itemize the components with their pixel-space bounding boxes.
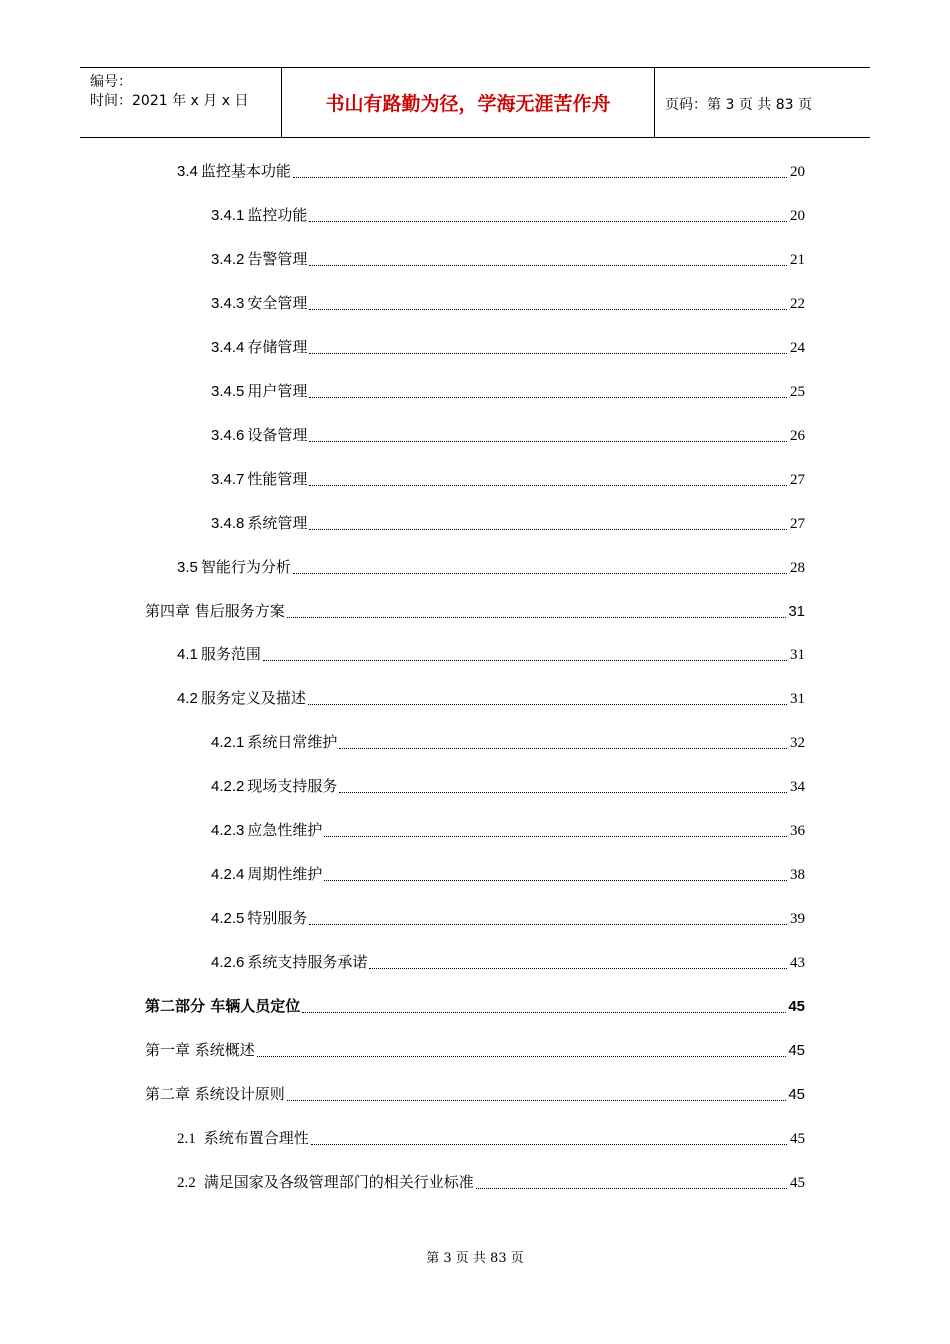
toc-entry-title: 服务范围 <box>200 645 261 664</box>
toc-entry-number: 4.2.5 <box>211 910 245 928</box>
toc-dot-leader <box>309 484 787 486</box>
toc-entry-number: 3.4.3 <box>211 294 245 312</box>
toc-entry[interactable] <box>211 907 805 929</box>
toc-entry[interactable] <box>211 204 805 226</box>
toc-dot-leader <box>302 1011 786 1013</box>
toc-entry-page: 22 <box>790 295 805 312</box>
toc-entry-number: 2.1 <box>177 1130 196 1147</box>
toc-entry-title: 满足国家及各级管理部门的相关行业标准 <box>203 1172 474 1191</box>
toc-entry-page: 20 <box>790 164 805 180</box>
toc-entry[interactable] <box>211 248 805 270</box>
toc-entry-page: 21 <box>790 251 805 268</box>
toc-entry-title: 用户管理 <box>247 381 308 400</box>
toc-entry-title: 监控功能 <box>247 205 308 224</box>
toc-dot-leader <box>309 220 787 222</box>
toc-entry[interactable] <box>177 687 805 709</box>
toc-dot-leader <box>309 264 787 266</box>
toc-entry-page: 24 <box>790 339 805 356</box>
toc-entry[interactable] <box>177 556 805 578</box>
toc-dot-leader <box>339 747 787 749</box>
toc-entry-title: 性能管理 <box>247 469 308 488</box>
toc-dot-leader <box>257 1055 787 1057</box>
toc-entry-number: 3.4.6 <box>211 426 245 444</box>
header-page-cell <box>655 68 870 137</box>
toc-entry-title: 现场支持服务 <box>247 777 338 796</box>
toc-entry-page: 31 <box>790 691 805 708</box>
time-label: 时间：2021 年 x 月 x 日 <box>90 93 249 109</box>
toc-dot-leader <box>324 835 787 837</box>
toc-entry-number: 4.2.4 <box>211 866 245 884</box>
number-label: 编号： <box>90 74 132 90</box>
toc-dot-leader <box>309 440 787 442</box>
toc-dot-leader <box>287 1099 787 1101</box>
toc-entry-title: 服务定义及描述 <box>200 689 306 708</box>
toc-entry[interactable] <box>211 380 805 402</box>
toc-entry-title: 系统日常维护 <box>247 733 338 752</box>
toc-entry-title: 安全管理 <box>247 293 308 312</box>
page-footer: 第 3 页 共 83 页 <box>426 1251 524 1266</box>
toc-entry-number: 3.4.7 <box>211 470 245 488</box>
toc-entry-number: 3.4.2 <box>211 250 245 268</box>
toc-entry-title: 第二章 系统设计原则 <box>145 1084 285 1103</box>
toc-dot-leader <box>369 967 787 969</box>
toc-entry-page: 20 <box>790 207 805 224</box>
toc-entry-page: 36 <box>790 823 805 840</box>
toc-dot-leader <box>476 1187 787 1189</box>
toc-entry-page: 45 <box>788 1042 805 1059</box>
toc-entry-page: 45 <box>790 1174 805 1191</box>
toc-entry[interactable] <box>211 775 805 797</box>
toc-entry-title: 系统布置合理性 <box>203 1128 309 1147</box>
toc-dot-leader <box>309 308 787 310</box>
toc-entry[interactable] <box>211 819 805 841</box>
toc-dot-leader <box>293 572 787 574</box>
toc-entry[interactable] <box>211 951 805 973</box>
toc-entry-number: 4.1 <box>177 646 198 664</box>
toc-entry[interactable] <box>145 995 805 1017</box>
toc-entry-page: 38 <box>790 867 805 884</box>
toc-entry-page: 32 <box>790 735 805 752</box>
toc-entry-title: 第一章 系统概述 <box>145 1041 255 1059</box>
toc-entry-number: 3.4 <box>177 163 198 180</box>
toc-entry[interactable] <box>145 1039 805 1061</box>
page-header <box>80 67 870 138</box>
toc-entry-number: 4.2.2 <box>211 778 245 796</box>
toc-entry[interactable] <box>177 643 805 665</box>
toc-entry-page: 39 <box>790 911 805 928</box>
toc-dot-leader <box>311 1143 787 1145</box>
toc-dot-leader <box>263 659 787 661</box>
toc-entry[interactable] <box>211 424 805 446</box>
toc-entry-title: 设备管理 <box>247 425 308 444</box>
page-info: 页码：第 3 页 共 83 页 <box>665 97 812 113</box>
toc-dot-leader <box>309 923 787 925</box>
toc-dot-leader <box>309 396 787 398</box>
toc-entry[interactable] <box>211 292 805 314</box>
toc-entry-page: 26 <box>790 427 805 444</box>
toc-entry-number: 3.4.4 <box>211 338 245 356</box>
toc-dot-leader <box>308 703 787 705</box>
toc-entry[interactable] <box>211 731 805 753</box>
toc-entry-number: 3.5 <box>177 558 198 576</box>
toc-entry-page: 31 <box>788 602 805 620</box>
toc-entry-page: 34 <box>790 779 805 796</box>
toc-entry-title: 告警管理 <box>247 249 308 268</box>
header-meta-cell <box>80 68 282 137</box>
toc-entry-page: 27 <box>790 471 805 488</box>
toc-dot-leader <box>339 791 787 793</box>
toc-entry-title: 存储管理 <box>247 337 308 356</box>
toc-entry-number: 3.4.8 <box>211 514 245 532</box>
toc-entry-page: 25 <box>790 383 805 400</box>
toc-entry-title: 智能行为分析 <box>200 557 291 576</box>
toc-entry-title: 系统支持服务承诺 <box>247 953 368 972</box>
toc-entry-number: 4.2 <box>177 690 198 708</box>
toc-entry-page: 45 <box>788 998 805 1016</box>
toc-entry-title: 周期性维护 <box>247 865 323 884</box>
toc-entry-title: 第二部分 车辆人员定位 <box>145 997 301 1016</box>
toc-dot-leader <box>309 528 787 530</box>
toc-entry-page: 43 <box>790 955 805 972</box>
toc-dot-leader <box>293 176 787 178</box>
toc-entry-page: 45 <box>790 1130 805 1147</box>
toc-entry[interactable] <box>145 600 805 622</box>
toc-entry-title: 特别服务 <box>247 909 308 928</box>
toc-entry[interactable] <box>177 160 805 182</box>
toc-entry-page: 45 <box>788 1085 805 1103</box>
toc-entry-number: 2.2 <box>177 1174 196 1191</box>
toc-entry[interactable] <box>211 336 805 358</box>
toc-entry[interactable] <box>211 468 805 490</box>
toc-entry[interactable] <box>177 1171 805 1193</box>
toc-entry-number: 3.4.5 <box>211 382 245 400</box>
header-motto-cell <box>282 68 655 137</box>
toc-entry-number: 4.2.1 <box>211 734 245 752</box>
toc-dot-leader <box>324 879 787 881</box>
toc-entry-number: 4.2.3 <box>211 822 245 840</box>
toc-dot-leader <box>309 352 787 354</box>
toc-entry[interactable] <box>211 863 805 885</box>
toc-entry[interactable] <box>145 1083 805 1105</box>
toc-entry-page: 28 <box>790 559 805 576</box>
toc-entry[interactable] <box>211 512 805 534</box>
toc-entry-title: 监控基本功能 <box>200 162 291 180</box>
toc-entry-page: 31 <box>790 647 805 664</box>
toc-entry-number: 4.2.6 <box>211 954 245 972</box>
toc-entry-title: 系统管理 <box>247 513 308 532</box>
motto: 书山有路勤为径，学海无涯苦作舟 <box>325 93 611 115</box>
toc-entry-page: 27 <box>790 515 805 532</box>
toc-entry[interactable] <box>177 1127 805 1149</box>
toc-entry-title: 应急性维护 <box>247 821 323 840</box>
toc-dot-leader <box>287 616 787 618</box>
toc-entry-title: 第四章 售后服务方案 <box>145 601 285 620</box>
toc-entry-number: 3.4.1 <box>211 206 245 224</box>
